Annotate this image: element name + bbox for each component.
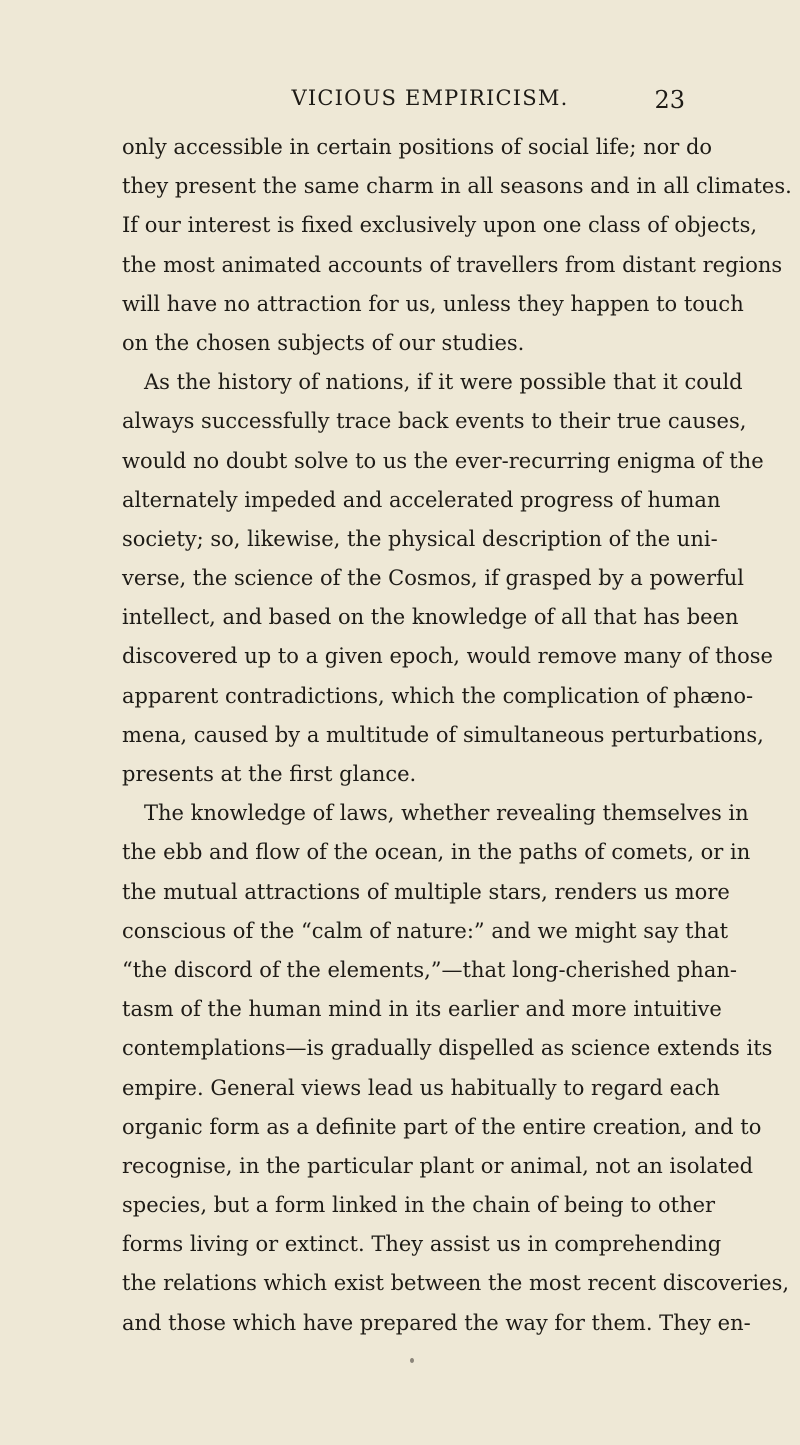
text-line: the most animated accounts of travellers from distant regions [122,252,783,277]
text-line: only accessible in certain positions of social life; nor do [122,135,713,159]
running-head [0,86,800,126]
text-line: apparent contradictions, which the complication of phæno- [122,683,754,708]
text-line: the mutual attractions of multiple stars, renders us more [122,879,730,904]
text-line: society; so, likewise, the physical description of the uni- [122,526,718,551]
text-line: presents at the first glance. [122,762,417,786]
text-line: As the history of nations, if it were possible that it could [144,370,743,395]
page-number: 23 [654,86,685,114]
text-line: and those which have prepared the way for them. They en- [122,1310,751,1335]
text-line: the ebb and flow of the ocean, in the paths of comets, or in [122,840,751,865]
text-line: forms living or extinct. They assist us in comprehending [122,1232,722,1257]
text-line: tasm of the human mind in its earlier and more intuitive [122,997,722,1022]
text-line: they present the same charm in all seasons and in all climates. [122,174,792,199]
text-line: alternately impeded and accelerated progress of human [122,487,721,512]
text-line: empire. General views lead us habitually to regard each [122,1075,720,1100]
text-line: contemplations—is gradually dispelled as science extends its [122,1036,773,1061]
paper-speck [410,1358,414,1363]
text-line: conscious of the “calm of nature:” and we might say that [122,918,729,943]
text-line: “the discord of the elements,”—that long-cherished phan- [122,957,737,982]
text-line: The knowledge of laws, whether revealing themselves in [144,801,749,826]
running-title: VICIOUS EMPIRICISM. [291,86,569,110]
text-line: discovered up to a given epoch, would remove many of those [122,644,773,669]
text-line: will have no attraction for us, unless they happen to touch [122,291,744,316]
text-line: mena, caused by a multitude of simultaneous perturbations, [122,722,764,747]
text-line: would no doubt solve to us the ever-recurring enigma of the [122,448,764,473]
text-line: intellect, and based on the knowledge of all that has been [122,605,739,630]
text-line: organic form as a definite part of the entire creation, and to [122,1114,762,1139]
body-text [122,128,792,1343]
text-line: species, but a form linked in the chain of being to other [122,1193,716,1218]
text-line: on the chosen subjects of our studies. [122,330,525,355]
text-line: always successfully trace back events to their true causes, [122,409,747,434]
text-line: verse, the science of the Cosmos, if grasped by a powerful [122,566,745,591]
text-line: recognise, in the particular plant or animal, not an isolated [122,1153,754,1178]
text-line: If our interest is fixed exclusively upon one class of objects, [122,213,758,238]
text-line: the relations which exist between the most recent discoveries, [122,1271,790,1296]
